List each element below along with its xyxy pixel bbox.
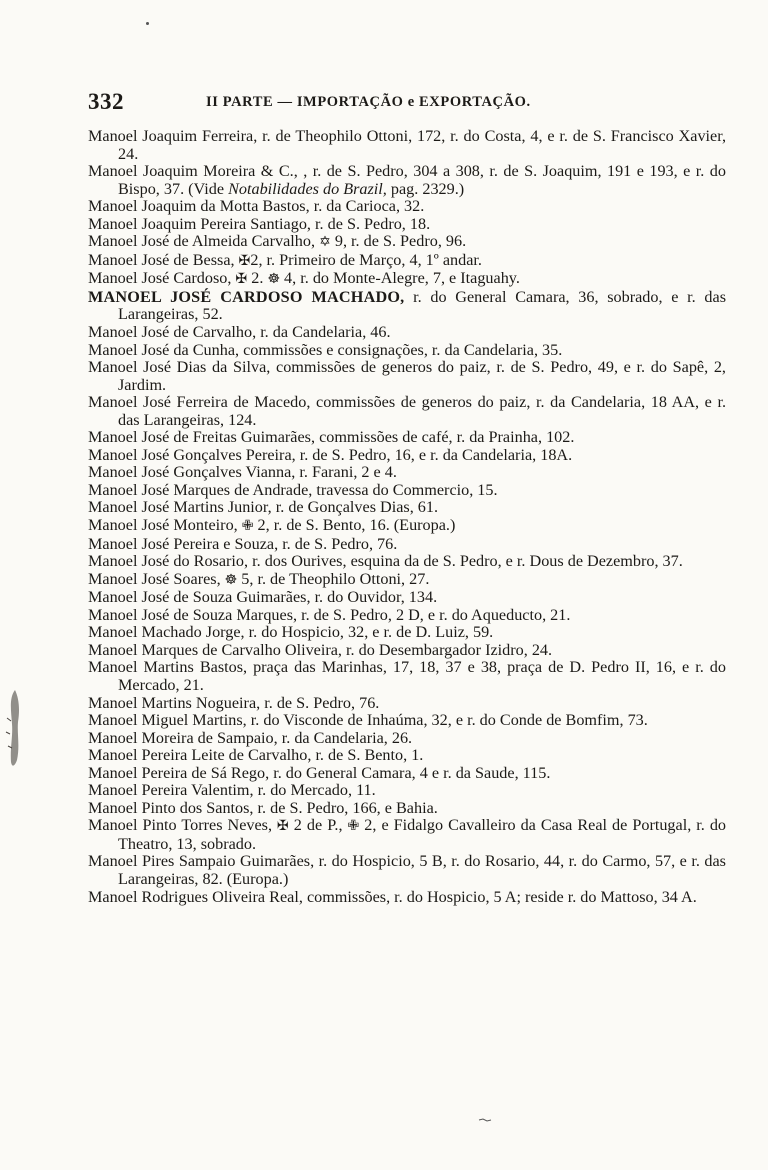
directory-entry bbox=[88, 607, 726, 625]
entry-address: r. do Ouvidor, 134. bbox=[310, 588, 438, 607]
directory-entry bbox=[88, 324, 726, 342]
directory-entry bbox=[88, 429, 726, 447]
entry-address: r. do Hospicio, 32, e r. de D. Luiz, 59. bbox=[244, 623, 494, 642]
directory-entry bbox=[88, 198, 726, 216]
order-insignia-icon: ✠ bbox=[277, 818, 289, 835]
merchant-name: Manoel José de Freitas Guimarães, bbox=[88, 428, 316, 447]
merchant-name: Manoel José do Rosario, bbox=[88, 552, 249, 571]
merchant-name: Manoel Martins Nogueira, bbox=[88, 693, 261, 712]
directory-entry bbox=[88, 642, 726, 660]
entry-address: r. do Desembargador Izidro, 24. bbox=[341, 640, 553, 659]
directory-entry bbox=[88, 464, 726, 482]
entry-address: 2, r. Primeiro de Março, 4, 1º andar. bbox=[250, 250, 482, 269]
directory-entry bbox=[88, 747, 726, 765]
entry-address: travessa do Commercio, 15. bbox=[312, 480, 498, 499]
entry-address: r. de S. Pedro, 76. bbox=[278, 534, 398, 553]
entry-address: r. da Candelaria, 26. bbox=[277, 728, 413, 747]
directory-entry bbox=[88, 853, 726, 888]
merchant-name: MANOEL JOSÉ CARDOSO MACHADO, bbox=[88, 287, 405, 306]
directory-entry bbox=[88, 163, 726, 198]
merchant-name: Manoel José de Almeida Carvalho, bbox=[88, 232, 316, 251]
merchant-name: Manoel José Monteiro, bbox=[88, 516, 238, 535]
merchant-name: Manoel José Dias da Silva, bbox=[88, 358, 271, 377]
merchant-name: Manoel José Gonçalves Vianna, bbox=[88, 463, 296, 482]
entry-address: r. do General Camara, 36, sobrado, e r. das Larangeiras, 52. bbox=[118, 287, 726, 324]
entry-address-continued: pag. 2329.) bbox=[386, 179, 465, 198]
entry-address: r. de S. Pedro, 2 D, e r. do Aqueducto, 21. bbox=[297, 605, 571, 624]
directory-entry bbox=[88, 482, 726, 500]
directory-entry bbox=[88, 128, 726, 163]
entry-address: r. de Gonçalves Dias, 61. bbox=[271, 498, 439, 517]
merchant-name: Manoel José Marques de Andrade, bbox=[88, 480, 313, 499]
entry-address: commissões e consignações, r. da Candelaria, 35. bbox=[239, 340, 563, 359]
entry-address: r. de S. Pedro, 18. bbox=[310, 214, 431, 233]
directory-entry bbox=[88, 342, 726, 360]
entry-address: r. do Visconde de Inhaúma, 32, e r. do Conde de Bomfim, 73. bbox=[246, 711, 648, 730]
directory-entry bbox=[88, 270, 726, 289]
directory-entry bbox=[88, 782, 726, 800]
entry-address: r. do General Camara, 4 e r. da Saude, 115. bbox=[269, 763, 551, 782]
merchant-name: Manoel Moreira de Sampaio, bbox=[88, 728, 278, 747]
entry-address: commissões de café, r. da Prainha, 102. bbox=[315, 428, 575, 447]
directory-entry bbox=[88, 765, 726, 783]
merchant-name: Manoel Pereira de Sá Rego, bbox=[88, 763, 270, 782]
directory-entry bbox=[88, 589, 726, 607]
entry-address: r. de Theophilo Ottoni, 172, r. do Costa, 4, e r. de S. Francisco Xavier, 24. bbox=[118, 127, 727, 163]
directory-entry bbox=[88, 216, 726, 234]
directory-entry bbox=[88, 553, 726, 571]
entry-address: r. de S. Bento, 1. bbox=[311, 746, 424, 765]
merchant-name: Manoel José de Souza Marques, bbox=[88, 605, 298, 624]
merchant-name: Manoel Marques de Carvalho Oliveira, bbox=[88, 640, 342, 659]
reference-title: Notabilidades do Brazil, bbox=[228, 179, 387, 198]
ink-speck bbox=[146, 22, 149, 25]
merchant-name: Manoel José de Bessa, bbox=[88, 250, 235, 269]
entry-address: 2. bbox=[247, 269, 264, 288]
order-insignia-icon: ☸ bbox=[267, 271, 280, 288]
directory-entry bbox=[88, 659, 726, 694]
directory-entry bbox=[88, 289, 726, 324]
merchant-name: Manoel José de Carvalho, bbox=[88, 323, 257, 342]
merchant-name: Manoel Rodrigues Oliveira Real, bbox=[88, 887, 303, 906]
merchant-name: Manoel Martins Bastos, bbox=[88, 658, 248, 677]
entry-address: commissões de generos do paiz, r. da Candelaria, 18 AA, e r. das Larangeiras, 124. bbox=[118, 393, 726, 429]
merchant-name: Manoel Joaquim Ferreira, bbox=[88, 127, 258, 145]
merchant-name: Manoel Pereira Leite de Carvalho, bbox=[88, 746, 312, 765]
directory-entry bbox=[88, 447, 726, 465]
merchant-name: Manoel José Pereira e Souza, bbox=[88, 534, 279, 553]
merchant-name: Manoel José Gonçalves Pereira, bbox=[88, 445, 296, 464]
directory-entry bbox=[88, 730, 726, 748]
directory-entry bbox=[88, 499, 726, 517]
entry-address: 2, r. de S. Bento, 16. (Europa.) bbox=[253, 516, 456, 535]
directory-entry bbox=[88, 817, 726, 853]
entry-address: , r. de S. Pedro, 304 a 308, r. de S. Joaquim, 191 e 193, e r. do Bispo, 37. (Vide bbox=[118, 162, 726, 198]
entry-address: r. do Hospicio, 5 B, r. do Rosario, 44, r. do Carmo, 57, e r. das Larangeiras, 82. (Europa.) bbox=[118, 852, 726, 888]
directory-entries bbox=[88, 128, 726, 906]
page-header bbox=[88, 89, 728, 115]
entry-address: commissões, r. do Hospicio, 5 A; reside r. do Mattoso, 34 A. bbox=[302, 887, 697, 906]
directory-entry bbox=[88, 252, 726, 271]
merchant-name: Manoel José da Cunha, bbox=[88, 340, 240, 359]
merchant-name: Manoel Machado Jorge, bbox=[88, 623, 245, 642]
page-stain-icon bbox=[3, 688, 25, 770]
merchant-name: Manoel José Cardoso, bbox=[88, 269, 232, 288]
order-insignia-icon: ✠ bbox=[235, 271, 248, 288]
merchant-name: Manoel Pinto Torres Neves, bbox=[88, 816, 273, 835]
order-insignia-icon: ✙ bbox=[241, 518, 254, 535]
running-head: II PARTE — IMPORTAÇÃO e EXPORTAÇÃO. bbox=[206, 94, 531, 110]
merchant-name: Manoel José Martins Junior, bbox=[88, 498, 272, 517]
entry-address: 9, r. de S. Pedro, 96. bbox=[330, 232, 467, 251]
order-insignia-icon: ✡ bbox=[319, 234, 331, 251]
entry-address: r. de S. Pedro, 76. bbox=[260, 693, 380, 712]
directory-entry bbox=[88, 712, 726, 730]
directory-entry bbox=[88, 359, 726, 394]
entry-address: r. da Carioca, 32. bbox=[309, 197, 425, 216]
directory-entry bbox=[88, 536, 726, 554]
entry-address: praça das Marinhas, 17, 18, 37 e 38, praça de D. Pedro II, 16, e r. do Mercado, 21. bbox=[118, 658, 726, 694]
merchant-name: Manoel Pereira Valentim, bbox=[88, 781, 254, 800]
entry-address: r. de S. Pedro, 166, e Bahia. bbox=[253, 798, 438, 817]
entry-address-continued: 2, e Fidalgo Cavalleiro da Casa Real de Portugal, r. do Theatro, 13, sobrado. bbox=[118, 816, 727, 853]
merchant-name: Manoel Pinto dos Santos, bbox=[88, 798, 254, 817]
order-insignia-icon: ☸ bbox=[224, 571, 238, 588]
directory-entry bbox=[88, 233, 726, 252]
entry-address: r. da Candelaria, 46. bbox=[256, 323, 391, 342]
directory-entry bbox=[88, 394, 726, 429]
entry-address: r. de S. Pedro, 16, e r. da Candelaria, 18A. bbox=[295, 445, 573, 464]
entry-address: r. Farani, 2 e 4. bbox=[295, 463, 397, 482]
directory-entry bbox=[88, 571, 726, 590]
directory-entry bbox=[88, 800, 726, 818]
directory-entry bbox=[88, 695, 726, 713]
entry-address: 5, r. de Theophilo Ottoni, 27. bbox=[237, 569, 430, 588]
entry-address: 2 de P., bbox=[288, 816, 343, 835]
entry-address-continued: 4, r. do Monte-Alegre, 7, e Itaguahy. bbox=[280, 269, 520, 288]
entry-address: r. dos Ourives, esquina da de S. Pedro, e r. Dous de Dezembro, 37. bbox=[248, 552, 683, 571]
order-insignia-icon: ✠ bbox=[238, 252, 251, 269]
directory-entry bbox=[88, 517, 726, 536]
directory-entry bbox=[88, 624, 726, 642]
merchant-name: Manoel Joaquim Pereira Santiago, bbox=[88, 214, 311, 233]
directory-entry bbox=[88, 889, 726, 907]
merchant-name: Manoel Miguel Martins, bbox=[88, 711, 247, 730]
merchant-name: Manoel Joaquim Moreira & C., bbox=[88, 162, 298, 181]
ink-mark-icon bbox=[478, 1118, 492, 1122]
merchant-name: Manoel José Soares, bbox=[88, 569, 221, 588]
page-number: 332 bbox=[88, 89, 124, 114]
entry-address: r. do Mercado, 11. bbox=[253, 781, 376, 800]
merchant-name: Manoel Joaquim da Motta Bastos, bbox=[88, 197, 310, 216]
merchant-name: Manoel Pires Sampaio Guimarães, bbox=[88, 852, 315, 871]
order-insignia-icon: ✙ bbox=[347, 818, 360, 835]
entry-address: commissões de generos do paiz, r. de S. Pedro, 49, e r. do Sapê, 2, Jardim. bbox=[118, 358, 726, 394]
merchant-name: Manoel José Ferreira de Macedo, bbox=[88, 393, 311, 412]
merchant-name: Manoel José de Souza Guimarães, bbox=[88, 588, 311, 607]
